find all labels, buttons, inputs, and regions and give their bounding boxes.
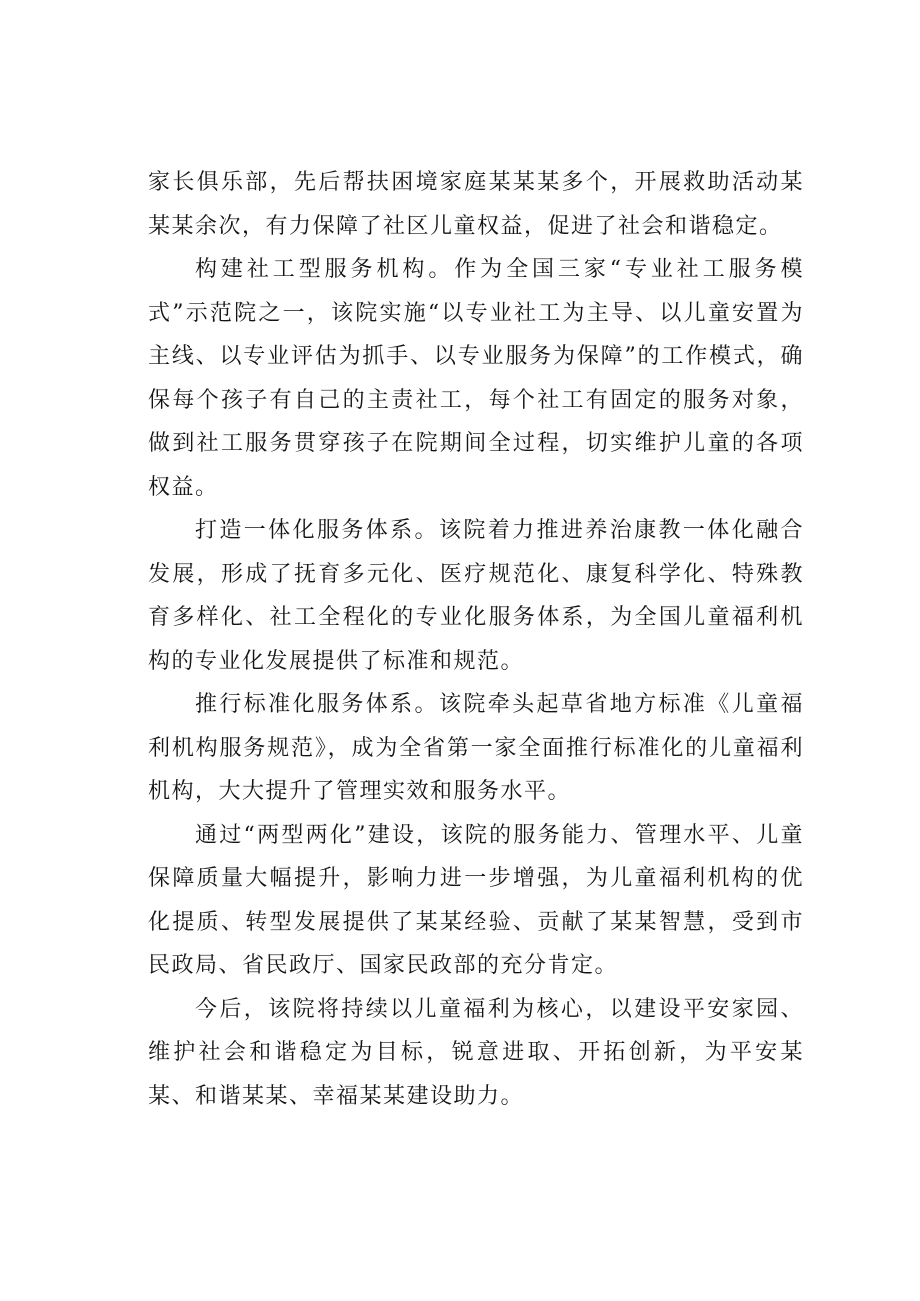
paragraph-standardized-service-system: 推行标准化服务体系。该院牵头起草省地方标准《儿童福利机构服务规范》，成为全省第一家全面推行标准化的儿童福利机构，大大提升了管理实效和服务水平。 [148, 692, 804, 804]
paragraph-construction-results: 通过“两型两化”建设，该院的服务能力、管理水平、儿童保障质量大幅提升，影响力进一步增强，为儿童福利机构的优化提质、转型发展提供了某某经验、贡献了某某智慧，受到市民政局、省民政厅、国家民政部的充分肯定。 [148, 822, 804, 978]
paragraph-integrated-service-system: 打造一体化服务体系。该院着力推进养治康教一体化融合发展，形成了抚育多元化、医疗规范化、康复科学化、特殊教育多样化、社工全程化的专业化服务体系，为全国儿童福利机构的专业化发展提供了标准和规范。 [148, 518, 804, 674]
paragraph-future-plans: 今后，该院将持续以儿童福利为核心，以建设平安家园、维护社会和谐稳定为目标，锐意进取、开拓创新，为平安某某、和谐某某、幸福某某建设助力。 [148, 996, 804, 1109]
document-body [148, 161, 804, 1118]
paragraph-continuation: 家长俱乐部，先后帮扶困境家庭某某某多个，开展救助活动某某某余次，有力保障了社区儿童权益，促进了社会和谐稳定。 [148, 170, 804, 239]
paragraph-social-work-institution: 构建社工型服务机构。作为全国三家“专业社工服务模式”示范院之一，该院实施“以专业社工为主导、以儿童安置为主线、以专业评估为抓手、以专业服务为保障”的工作模式，确保每个孩子有自己的主责社工，每个社工有固定的服务对象，做到社工服务贯穿孩子在院期间全过程，切实维护儿童的各项权益。 [148, 257, 804, 500]
